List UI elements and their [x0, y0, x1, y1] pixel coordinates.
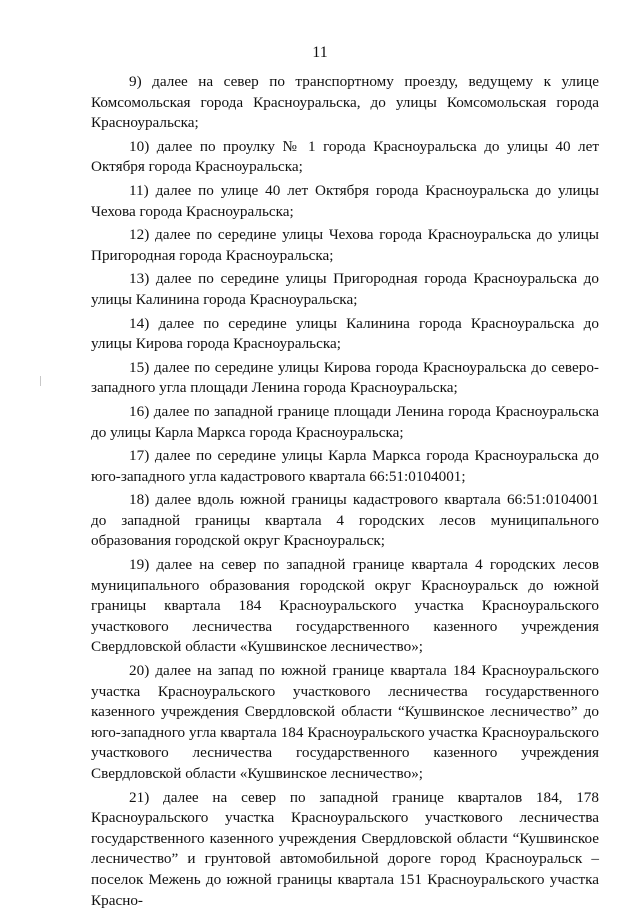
boundary-item-19: 19) далее на север по западной границе квартала 4 городских лесов муниципального образования городской округ Красноуральск до южной границы квартала 184 Красноуральского участка Красноуральского участкового лесничества государственного казенного учреждения Свердловской области «Кушвинское лесничество»;	[91, 556, 599, 656]
boundary-item-9: 9) далее на север по транспортному проезду, ведущему к улице Комсомольская города Красноуральска, до улицы Комсомольская города Красноуральска;	[91, 73, 599, 132]
boundary-item-10: 10) далее по проулку № 1 города Красноуральска до улицы 40 лет Октября города Красноуральска;	[91, 137, 599, 176]
page-number: 11	[312, 44, 328, 61]
document-body	[91, 72, 599, 914]
boundary-item-12: 12) далее по середине улицы Чехова города Красноуральска до улицы Пригородная города Красноуральска;	[91, 226, 599, 264]
boundary-item-16: 16) далее по западной границе площади Ленина города Красноуральска до улицы Карла Маркса города Красноуральска;	[91, 402, 599, 441]
boundary-item-14: 14) далее по середине улицы Калинина города Красноуральска до улицы Кирова города Красноуральска;	[91, 314, 599, 353]
boundary-item-13: 13) далее по середине улицы Пригородная города Красноуральска до улицы Калинина города Красноуральска;	[91, 270, 599, 308]
boundary-item-21: 21) далее на север по западной границе кварталов 184, 178 Красноуральского участка Красноуральского участкового лесничества государственного казенного учреждения Свердловской области “Кушвинское лесничество” и грунтовой автомобильной дороге город Красноуральск – поселок Межень до южной границы квартала 151 Красноуральского участка Красно-	[91, 788, 599, 909]
boundary-item-11: 11) далее по улице 40 лет Октября города Красноуральска до улицы Чехова города Красноуральска;	[91, 181, 599, 220]
boundary-item-20: 20) далее на запад по южной границе квартала 184 Красноуральского участка Красноуральского участкового лесничества государственного казенного учреждения Свердловской области “Кушвинское лесничество” до юго-западного угла квартала 184 Красноуральского участка Красноуральского участкового лесничества государственного казенного учреждения Свердловской области «Кушвинское лесничество»;	[91, 662, 599, 782]
boundary-item-17: 17) далее по середине улицы Карла Маркса города Красноуральска до юго-западного угла кадастрового квартала 66:51:0104001;	[91, 447, 599, 485]
scan-artifact	[40, 376, 41, 386]
boundary-item-18: 18) далее вдоль южной границы кадастрового квартала 66:51:0104001 до западной границы квартала 4 городских лесов муниципального образования городской округ Красноуральск;	[91, 491, 599, 550]
boundary-item-15: 15) далее по середине улицы Кирова города Красноуральска до северо-западного угла площади Ленина города Красноуральска;	[91, 358, 599, 397]
